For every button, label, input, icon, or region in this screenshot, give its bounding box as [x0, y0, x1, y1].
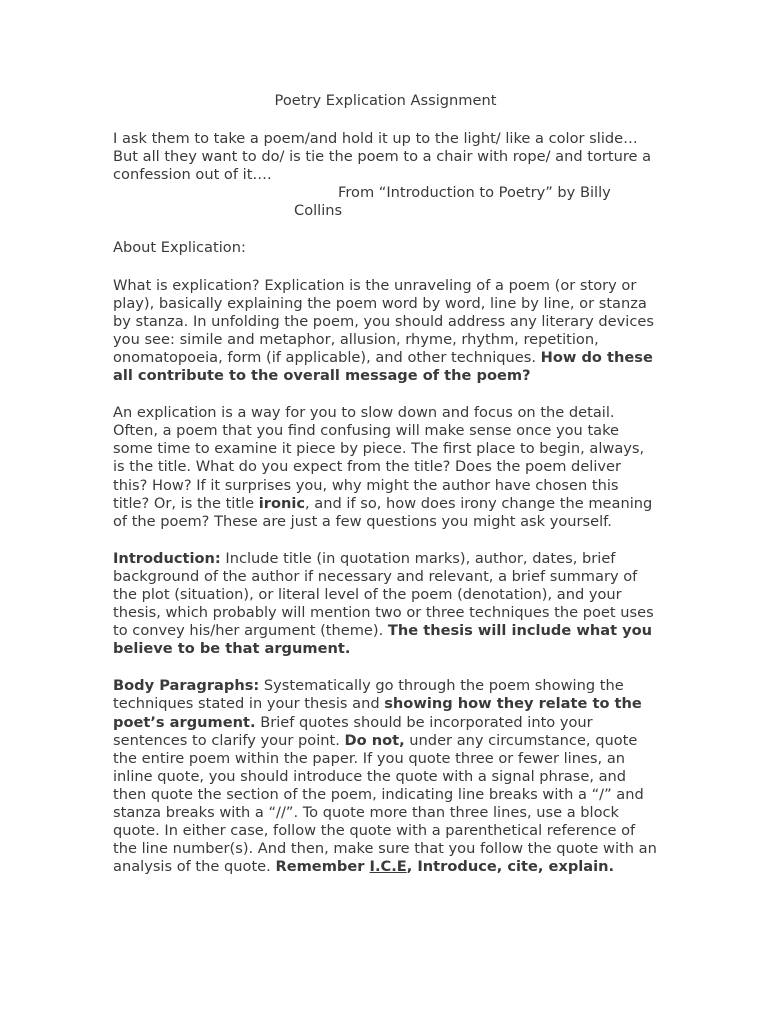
- epigraph: [113, 130, 658, 220]
- paragraph-text: What is explication? Explication is the unraveling of a poem (or story or play), basically explaining the poem word by word, line by line, or stanza by stanza. In unfolding the poem, you should address any literary devices you see: simile and metaphor, allusion, rhyme, rhythm, repetition, onomatopoeia, form (if applicable), and other techniques.: [113, 276, 654, 366]
- epigraph-text: I ask them to take a poem/and hold it up to the light/ like a color slide… But all they want to do/ is tie the poem to a chair with rope/ and torture a confession out of it….: [113, 130, 652, 184]
- do-not-emphasis: Do not,: [344, 731, 405, 749]
- paragraph-text: Include title (in quotation marks), author, dates, brief background of the author if necessary and relevant, a brief summary of the plot (situation), or literal level of the poem (denotation), and your thesis, which probably will mention two or three techniques the poet uses to convey his/her argument (theme).: [113, 549, 654, 640]
- about-explication-heading: About Explication:: [113, 239, 246, 257]
- paragraph-text: , and if so, how does irony change the meaning of the poem? These are just a few questions you might ask yourself.: [113, 494, 653, 530]
- bold-term-ironic: ironic: [258, 494, 306, 512]
- introduction-label: Introduction:: [113, 549, 221, 567]
- bold-question: How do these all contribute to the overall message of the poem?: [113, 348, 653, 385]
- ice-acronym: I.C.E: [369, 858, 407, 876]
- introduction-paragraph: [113, 550, 658, 659]
- argument-emphasis: showing how they relate to the poet’s argument.: [113, 695, 642, 731]
- epigraph-attribution-author: Collins: [294, 202, 343, 220]
- paragraph-text: under any circumstance, quote the entire poem within the paper. If you quote three or fewer lines, an inline quote, you should introduce the quote with a signal phrase, and then quote the section of the poem, indicating line breaks with a “/” and stanza breaks with a “//”. To quote more than three lines, use a block quote. In either case, follow the quote with a parenthetical reference of the line number(s). And then, make sure that you follow the quote with an analysis of the quote.: [113, 731, 657, 876]
- remember-emphasis: [275, 858, 614, 875]
- epigraph-attribution: From “Introduction to Poetry” by Billy: [338, 184, 611, 202]
- paragraph-text: Systematically go through the poem showing the techniques stated in your thesis and: [113, 677, 624, 713]
- document-title: Poetry Explication Assignment: [274, 92, 497, 109]
- body-paragraphs-label: Body Paragraphs:: [113, 677, 260, 695]
- explication-detail-paragraph: [113, 404, 658, 531]
- remember-label: Remember: [275, 858, 370, 876]
- paragraph-text: Brief quotes should be incorporated into your sentences to clarify your point.: [113, 713, 593, 749]
- explication-definition-paragraph: [113, 277, 658, 386]
- thesis-emphasis: The thesis will include what you believe to be that argument.: [113, 622, 653, 658]
- paragraph-text: An explication is a way for you to slow down and focus on the detail. Often, a poem that you find confusing will make sense once you take some time to examine it piece by piece. The first place to begin, always, is the title. What do you expect from the title? Does the poem deliver this? How? If it surprises you, why might the author have chosen this title? Or, is the title: [113, 404, 645, 512]
- document-page: [113, 92, 658, 895]
- ice-expansion: , Introduce, cite, explain.: [406, 858, 615, 876]
- body-paragraphs-paragraph: [113, 677, 658, 876]
